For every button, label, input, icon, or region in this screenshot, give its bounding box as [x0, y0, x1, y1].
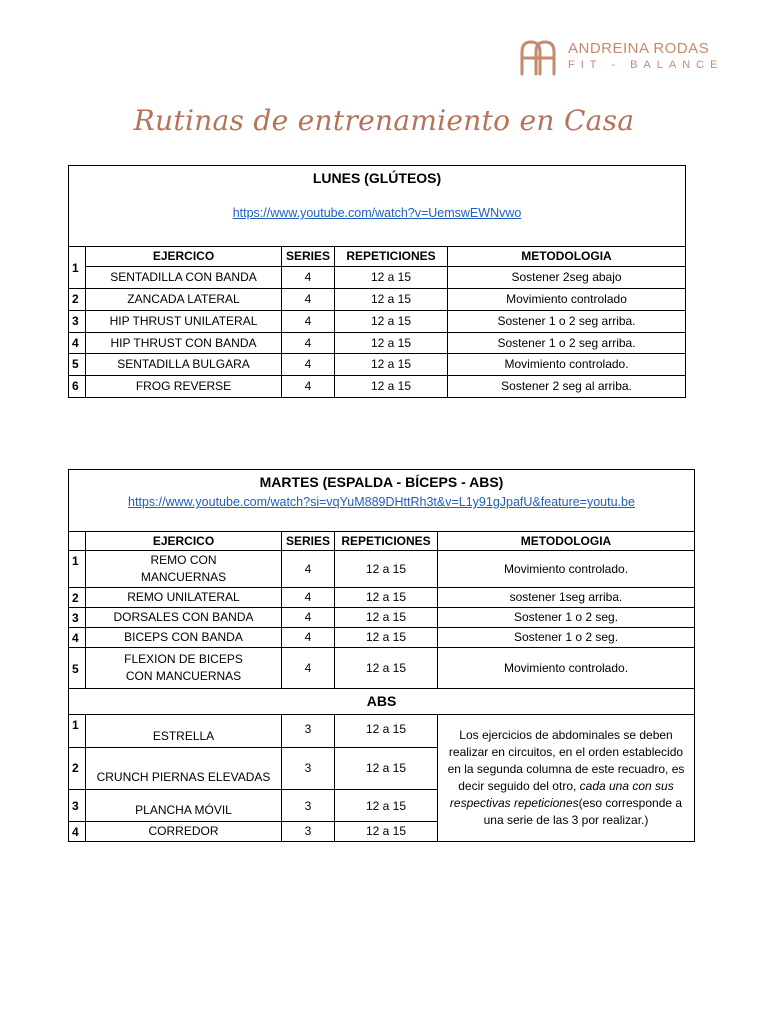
abs-section-heading: ABS — [69, 689, 695, 715]
reps-cell: 12 a 15 — [335, 551, 438, 588]
table-row — [69, 628, 695, 648]
row-number: 3 — [69, 790, 86, 822]
table-row — [69, 376, 686, 398]
method-cell: Sostener 2 seg al arriba. — [448, 376, 686, 398]
row-number: 5 — [69, 648, 86, 689]
abs-note-italic: cada una con sus respectivas repeticiones — [449, 779, 674, 810]
row-number: 1 — [69, 715, 86, 748]
table-row — [69, 267, 686, 289]
table-row — [69, 289, 686, 311]
method-cell: Movimiento controlado — [448, 289, 686, 311]
exercise-line-2: MANCUERNAS — [140, 570, 227, 584]
row-number: 1 — [69, 247, 86, 289]
exercise-cell — [86, 551, 282, 588]
monday-routine-table — [68, 165, 686, 398]
exercise-cell — [86, 790, 282, 822]
exercise-cell: ZANCADA LATERAL — [86, 289, 282, 311]
method-cell: sostener 1seg arriba. — [438, 588, 695, 608]
reps-cell: 12 a 15 — [335, 333, 448, 354]
reps-cell: 12 a 15 — [335, 748, 438, 790]
table-row — [69, 608, 695, 628]
col-header-method: METODOLOGIA — [448, 247, 686, 267]
exercise-label: PLANCHA MÓVIL — [135, 803, 232, 817]
method-cell: Sostener 1 o 2 seg. — [438, 608, 695, 628]
method-cell: Sostener 1 o 2 seg arriba. — [448, 333, 686, 354]
abs-note-end: (eso corresponde a una serie de las 3 por realizar.) — [483, 796, 683, 827]
series-cell: 4 — [282, 608, 335, 628]
brand-tagline: FIT - BALANCE — [568, 59, 724, 71]
tuesday-routine-table — [68, 469, 695, 842]
exercise-cell: CORREDOR — [86, 822, 282, 842]
series-cell: 4 — [282, 628, 335, 648]
exercise-line-1: REMO CON — [150, 553, 217, 567]
series-cell: 3 — [282, 822, 335, 842]
col-header-series: SERIES — [282, 532, 335, 551]
tuesday-header-cell — [69, 470, 695, 532]
brand-name: ANDREINA RODAS — [568, 40, 710, 57]
exercise-label: ESTRELLA — [152, 728, 215, 743]
series-cell: 3 — [282, 715, 335, 748]
exercise-cell: BICEPS CON BANDA — [86, 628, 282, 648]
series-cell: 4 — [282, 354, 335, 376]
method-cell: Movimiento controlado. — [448, 354, 686, 376]
col-header-method: METODOLOGIA — [438, 532, 695, 551]
row-number: 3 — [69, 311, 86, 333]
row-number-blank — [69, 532, 86, 551]
row-number: 2 — [69, 588, 86, 608]
exercise-cell: HIP THRUST UNILATERAL — [86, 311, 282, 333]
exercise-cell — [86, 715, 282, 748]
row-number: 2 — [69, 289, 86, 311]
brand-header — [518, 38, 738, 78]
table-row — [69, 648, 695, 689]
series-cell: 4 — [282, 551, 335, 588]
reps-cell: 12 a 15 — [335, 376, 448, 398]
exercise-cell: DORSALES CON BANDA — [86, 608, 282, 628]
series-cell: 4 — [282, 267, 335, 289]
table-row — [69, 354, 686, 376]
series-cell: 3 — [282, 748, 335, 790]
exercise-cell: REMO UNILATERAL — [86, 588, 282, 608]
series-cell: 4 — [282, 311, 335, 333]
exercise-cell: HIP THRUST CON BANDA — [86, 333, 282, 354]
abs-instructions-note — [438, 715, 695, 842]
table-row — [69, 588, 695, 608]
row-number: 6 — [69, 376, 86, 398]
reps-cell: 12 a 15 — [335, 354, 448, 376]
exercise-cell: SENTADILLA CON BANDA — [86, 267, 282, 289]
exercise-label: CRUNCH PIERNAS ELEVADAS — [96, 770, 271, 784]
abs-note-text: Los ejercicios de abdominales se deben realizar en circuitos, en el orden establecido en la segunda columna de este recuadro, es decir seguido del otro, — [447, 728, 685, 793]
brand-logo-icon — [518, 38, 560, 76]
row-number: 2 — [69, 748, 86, 790]
table-row — [69, 311, 686, 333]
row-number: 4 — [69, 822, 86, 842]
method-cell: Sostener 1 o 2 seg. — [438, 628, 695, 648]
series-cell: 4 — [282, 289, 335, 311]
tuesday-heading: MARTES (ESPALDA - BÍCEPS - ABS) — [259, 474, 504, 490]
method-cell: Sostener 1 o 2 seg arriba. — [448, 311, 686, 333]
table-row — [69, 715, 695, 748]
table-row — [69, 333, 686, 354]
series-cell: 4 — [282, 648, 335, 689]
exercise-cell — [86, 748, 282, 790]
series-cell: 4 — [282, 376, 335, 398]
col-header-series: SERIES — [282, 247, 335, 267]
document-title: Rutinas de entrenamiento en Casa — [133, 104, 635, 137]
method-cell: Movimiento controlado. — [438, 551, 695, 588]
reps-cell: 12 a 15 — [335, 822, 438, 842]
method-cell: Movimiento controlado. — [438, 648, 695, 689]
reps-cell: 12 a 15 — [335, 267, 448, 289]
series-cell: 4 — [282, 588, 335, 608]
col-header-reps: REPETICIONES — [335, 247, 448, 267]
monday-header-cell — [69, 166, 686, 247]
exercise-line-1: FLEXION DE BICEPS — [124, 652, 243, 666]
col-header-reps: REPETICIONES — [335, 532, 438, 551]
row-number: 3 — [69, 608, 86, 628]
row-number: 1 — [69, 551, 86, 588]
reps-cell: 12 a 15 — [335, 790, 438, 822]
col-header-exercise: EJERCICO — [86, 247, 282, 267]
exercise-line-2: CON MANCUERNAS — [125, 669, 242, 683]
reps-cell: 12 a 15 — [335, 588, 438, 608]
monday-heading: LUNES (GLÚTEOS) — [312, 170, 442, 186]
exercise-cell: FROG REVERSE — [86, 376, 282, 398]
tuesday-video-link[interactable]: https://www.youtube.com/watch?si=vqYuM889DHttRh3t&v=L1y91gJpafU&feature=youtu.be — [128, 495, 635, 509]
reps-cell: 12 a 15 — [335, 289, 448, 311]
reps-cell: 12 a 15 — [335, 715, 438, 748]
col-header-exercise: EJERCICO — [86, 532, 282, 551]
reps-cell: 12 a 15 — [335, 628, 438, 648]
series-cell: 3 — [282, 790, 335, 822]
exercise-cell: SENTADILLA BULGARA — [86, 354, 282, 376]
row-number: 4 — [69, 333, 86, 354]
reps-cell: 12 a 15 — [335, 648, 438, 689]
table-row — [69, 551, 695, 588]
method-cell: Sostener 2seg abajo — [448, 267, 686, 289]
series-cell: 4 — [282, 333, 335, 354]
reps-cell: 12 a 15 — [335, 608, 438, 628]
monday-video-link[interactable]: https://www.youtube.com/watch?v=UemswEWNvwo — [232, 206, 522, 220]
reps-cell: 12 a 15 — [335, 311, 448, 333]
row-number: 5 — [69, 354, 86, 376]
exercise-cell — [86, 648, 282, 689]
row-number: 4 — [69, 628, 86, 648]
